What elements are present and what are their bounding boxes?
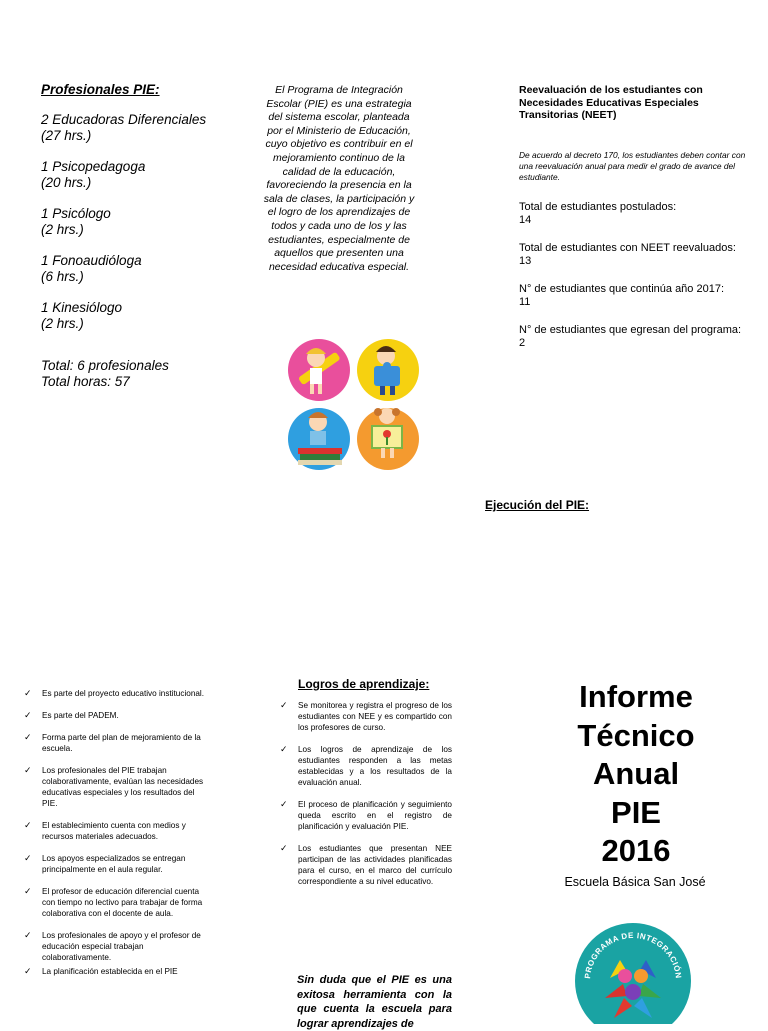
check-icon: ✓	[24, 688, 32, 698]
check-icon: ✓	[24, 853, 32, 863]
stat-item	[519, 324, 751, 351]
list-item: ✓ El proceso de planificación y seguimiento queda escrito en el registro de planificación y evaluación PIE.	[280, 799, 452, 831]
ejecucion-heading: Ejecución del PIE:	[485, 498, 590, 512]
profesionales-title: Profesionales PIE:	[41, 82, 160, 97]
cover-title	[556, 678, 716, 871]
prof-role: 2 Educadoras Diferenciales	[41, 112, 207, 127]
children-illustration	[286, 336, 420, 472]
prof-role: 1 Fonoaudióloga	[41, 253, 142, 268]
check-icon: ✓	[280, 843, 288, 853]
prof-role: 1 Psicólogo	[41, 206, 111, 221]
list-item: ✓ Se monitorea y registra el progreso de los estudiantes con NEE y es compartido con los profesores de curso.	[280, 700, 452, 732]
reevaluacion-panel	[519, 84, 751, 351]
list-item: ✓ El establecimiento cuenta con medios y recursos materiales adecuados.	[24, 820, 186, 841]
list-item: ✓ Forma parte del plan de mejoramiento de la escuela.	[24, 732, 201, 753]
reevaluacion-note: De acuerdo al decreto 170, los estudiantes deben contar con una reevaluación anual para medir el grado de avance del estudiante.	[519, 149, 746, 182]
stat-label: N° de estudiantes que continúa año 2017:	[519, 282, 724, 295]
list-item: ✓ Los apoyos especializados se entregan principalmente en el aula regular.	[24, 853, 186, 874]
stat-label: Total de estudiantes postulados:	[519, 200, 677, 213]
prof-hours: (20 hrs.)	[41, 175, 92, 190]
check-icon: ✓	[24, 765, 32, 775]
total-profesionales: Total: 6 profesionales	[41, 358, 169, 373]
programa-description: El Programa de Integración Escolar (PIE) es una estrategia del sistema escolar, planteada por el Ministerio de Educación, cuyo objetivo es contribuir en el mejoramiento continuo de la calidad de la educación, favoreciendo la presencia en la sala de clases, la participación y el logro de los aprendizajes de todos y cada uno de los y las estudiantes, especialmente de aquellos que presenten una necesidad educativa especial.	[263, 84, 415, 273]
school-name: Escuela Básica San José	[564, 875, 706, 889]
list-item: ✓ El profesor de educación diferencial cuenta con tiempo no lectivo para trabajar de forma colaborativa con el docente de aula.	[24, 886, 203, 918]
stat-value: 13	[519, 255, 532, 267]
check-icon: ✓	[280, 700, 288, 710]
pie-features-list	[24, 688, 210, 988]
prof-item	[41, 112, 241, 144]
closing-statement: Sin duda que el PIE es una exitosa herramienta con la que cuenta la escuela para lograr aprendizajes de	[297, 974, 452, 1030]
stat-label: N° de estudiantes que egresan del programa:	[519, 323, 742, 336]
check-icon: ✓	[24, 820, 32, 830]
title-line: Informe	[579, 679, 693, 714]
prof-totals	[41, 358, 241, 390]
stat-value: 14	[519, 214, 532, 226]
list-item: ✓ Es parte del proyecto educativo institucional.	[24, 688, 205, 698]
prof-role: 1 Kinesiólogo	[41, 300, 123, 315]
list-item: ✓ Los estudiantes que presentan NEE participan de las actividades planificadas para el curso, en el marco del currículo correspondiente a su nivel educativo.	[280, 843, 452, 886]
stat-item	[519, 201, 751, 228]
pie-logo-icon	[570, 918, 696, 1024]
list-item: ✓ Los profesionales del PIE trabajan colaborativamente, evalúan las necesidades educativas especiales y los resultados del PIE.	[24, 765, 204, 808]
prof-item	[41, 253, 241, 285]
check-icon: ✓	[24, 886, 32, 896]
logo-arc-text: PROGRAMA DE INTEGRACIÓN	[583, 930, 684, 980]
stat-label: Total de estudiantes con NEET reevaluados:	[519, 241, 736, 254]
check-icon: ✓	[24, 930, 32, 940]
prof-hours: (6 hrs.)	[41, 269, 84, 284]
check-icon: ✓	[24, 732, 32, 742]
list-item: ✓ La planificación establecida en el PIE	[24, 966, 178, 976]
check-icon: ✓	[280, 744, 288, 754]
reevaluacion-title: Reevaluación de los estudiantes con Necesidades Educativas Especiales Transitorias (NEET)	[519, 84, 703, 121]
stat-item	[519, 283, 751, 310]
prof-role: 1 Psicopedagoga	[41, 159, 146, 174]
stat-item	[519, 242, 751, 269]
prof-hours: (2 hrs.)	[41, 222, 84, 237]
title-line: Técnico	[577, 717, 695, 753]
list-item: ✓ Los profesionales de apoyo y el profesor de educación especial trabajan colaborativamente.	[24, 930, 201, 962]
total-horas: Total horas: 57	[41, 374, 130, 389]
title-line: Anual	[592, 756, 680, 791]
logros-list	[280, 700, 452, 898]
stat-value: 2	[519, 337, 526, 349]
check-icon: ✓	[24, 966, 32, 976]
title-line: 2016	[601, 833, 671, 868]
prof-item	[41, 159, 241, 191]
logros-title: Logros de aprendizaje:	[298, 677, 430, 691]
check-icon: ✓	[24, 710, 32, 720]
title-line: PIE	[611, 794, 661, 830]
list-item: ✓ Es parte del PADEM.	[24, 710, 119, 720]
prof-item	[41, 300, 241, 332]
prof-item	[41, 206, 241, 238]
check-icon: ✓	[280, 799, 288, 809]
stats-list	[519, 201, 751, 351]
profesionales-panel	[41, 82, 241, 390]
prof-hours: (2 hrs.)	[41, 316, 84, 331]
stat-value: 11	[519, 296, 531, 308]
prof-hours: (27 hrs.)	[41, 128, 92, 143]
list-item: ✓ Los logros de aprendizaje de los estudiantes responden a las metas establecidas y a los resultados de la evaluación anual.	[280, 744, 452, 787]
